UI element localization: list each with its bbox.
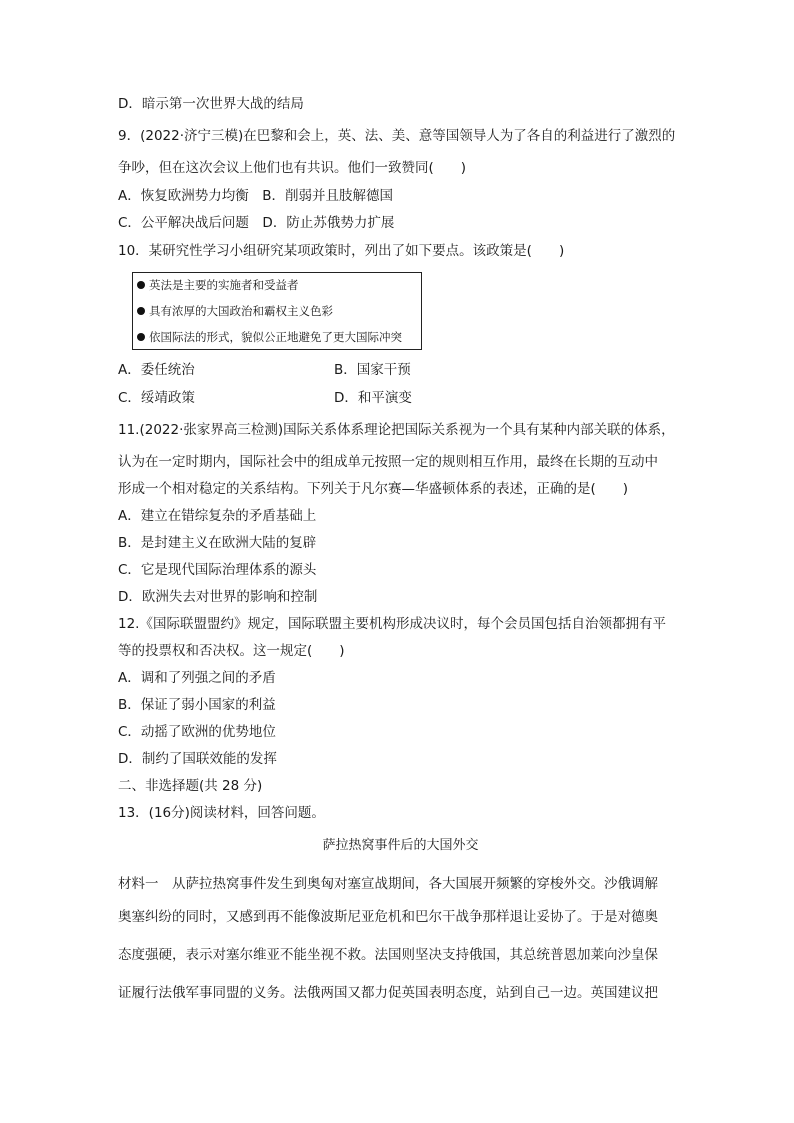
material-line: 证履行法俄军事同盟的义务。法俄两国又都力促英国表明态度，站到自己一边。英国建议把: [118, 985, 658, 1001]
bullet-icon: [137, 281, 145, 289]
q11-stem-line1: 11.(2022·张家界高三检测)国际关系体系理论把国际关系视为一个具有某种内部关联的体系，: [118, 422, 675, 438]
q11-option-a: A．建立在错综复杂的矛盾基础上: [118, 508, 317, 524]
q9-stem-line2: 争吵，但在这次会议上他们也有共识。他们一致赞同( ): [118, 160, 467, 176]
q12-option-a: A．调和了列强之间的矛盾: [118, 670, 276, 686]
q11-option-d: D．欧洲失去对世界的影响和控制: [118, 589, 318, 605]
q10-options-row1: [118, 361, 411, 379]
q10-stem: 10．某研究性学习小组研究某项政策时，列出了如下要点。该政策是( ): [118, 243, 565, 259]
q12-option-d: D．制约了国联效能的发挥: [118, 751, 277, 767]
q10-option-a: A．委任统治: [118, 362, 195, 378]
material-line: 奥塞纠纷的同时，又感到再不能像波斯尼亚危机和巴尔干战争那样退让妥协了。于是对德奥: [118, 909, 658, 925]
q12-option-b: B．保证了弱小国家的利益: [118, 697, 276, 713]
box-item: 依国际法的形式，貌似公正地避免了更大国际冲突: [137, 329, 402, 345]
q11-stem-line3: 形成一个相对稳定的关系结构。下列关于凡尔赛—华盛顿体系的表述，正确的是( ): [118, 481, 629, 497]
q9-options-row2: C．公平解决战后问题 D．防止苏俄势力扩展: [118, 215, 395, 231]
material-line: 态度强硬，表示对塞尔维亚不能坐视不救。法国则坚决支持俄国，其总统普恩加莱向沙皇保: [118, 947, 658, 963]
bullet-icon: [137, 307, 145, 315]
q11-option-b: B．是封建主义在欧洲大陆的复辟: [118, 535, 317, 551]
q10-points-box: [132, 272, 422, 350]
q10-option-c: C．绥靖政策: [118, 390, 195, 406]
section-heading: 二、非选择题(共 28 分): [118, 778, 263, 794]
q13-stem: 13．(16分)阅读材料，回答问题。: [118, 805, 325, 821]
material-title: 萨拉热窝事件后的大国外交: [322, 838, 479, 853]
box-item: 具有浓厚的大国政治和霸权主义色彩: [137, 303, 333, 319]
material-line: 材料一 从萨拉热窝事件发生到奥匈对塞宣战期间，各大国展开频繁的穿梭外交。沙俄调解: [118, 876, 658, 892]
q11-stem-line2: 认为在一定时期内，国际社会中的组成单元按照一定的规则相互作用，最终在长期的互动中: [118, 454, 658, 470]
q10-options-row2: [118, 389, 412, 407]
q9-stem-line1: 9．(2022·济宁三模)在巴黎和会上，英、法、美、意等国领导人为了各自的利益进行了激烈的: [118, 128, 676, 144]
q10-option-d: D．和平演变: [334, 390, 412, 406]
bullet-icon: [137, 333, 145, 341]
q12-option-c: C．动摇了欧洲的优势地位: [118, 724, 276, 740]
q11-option-c: C．它是现代国际治理体系的源头: [118, 562, 317, 578]
q10-option-b: B．国家干预: [334, 362, 411, 378]
q12-stem-line1: 12.《国际联盟盟约》规定，国际联盟主要机构形成决议时，每个会员国包括自治领都拥有平: [118, 616, 666, 632]
box-item: 英法是主要的实施者和受益者: [137, 277, 299, 293]
q8-option-d: D．暗示第一次世界大战的结局: [118, 96, 304, 112]
q12-stem-line2: 等的投票权和否决权。这一规定( ): [118, 643, 345, 659]
q9-options-row1: A．恢复欧洲势力均衡 B．削弱并且肢解德国: [118, 188, 393, 204]
